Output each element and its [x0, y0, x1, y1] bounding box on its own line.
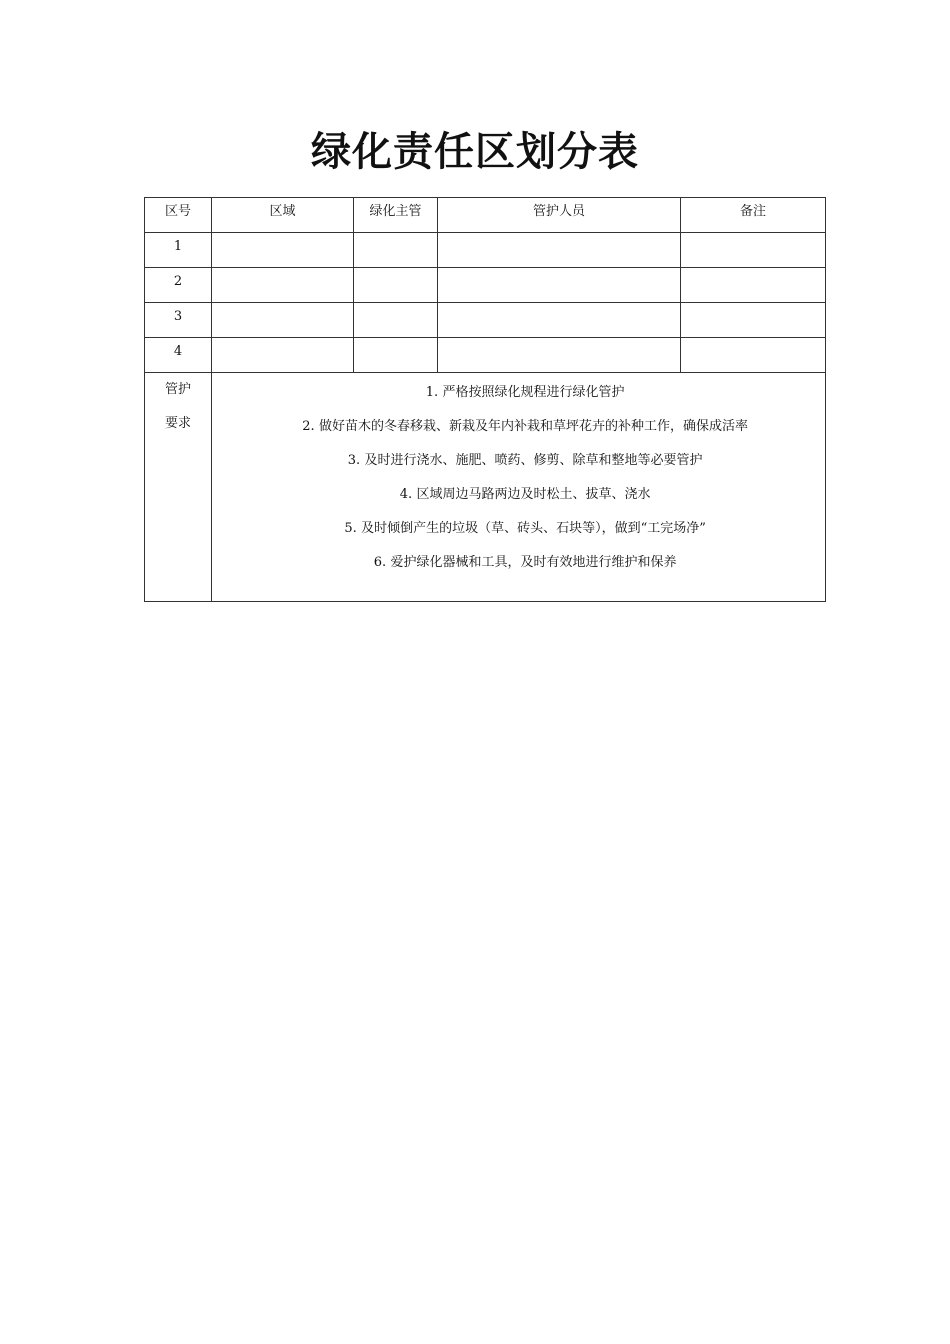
requirement-item [221, 410, 825, 444]
area-cell[interactable] [212, 338, 354, 373]
requirement-text: 及时倾倒产生的垃圾（草、砖头、石块等），做到“工完场净” [361, 521, 706, 536]
requirement-number: 5. [344, 521, 357, 536]
area-cell[interactable] [212, 303, 354, 338]
requirement-number: 1. [425, 385, 439, 400]
responsibility-table [144, 197, 826, 602]
requirement-item [221, 512, 825, 546]
table-row [145, 268, 826, 303]
area-cell[interactable] [212, 268, 354, 303]
requirements-list-cell [212, 373, 826, 602]
requirements-label [145, 373, 212, 602]
requirements-list [221, 376, 825, 580]
remarks-cell[interactable] [681, 303, 826, 338]
remarks-cell[interactable] [681, 233, 826, 268]
caretakers-cell[interactable] [438, 233, 681, 268]
requirement-number: 4. [399, 487, 413, 502]
requirement-number: 3. [347, 453, 361, 468]
requirement-text: 区域周边马路两边及时松土、拔草、浇水 [416, 487, 651, 502]
requirement-number: 2. [302, 419, 315, 434]
table-row [145, 303, 826, 338]
page-title: 绿化责任区划分表 [311, 128, 639, 175]
remarks-cell[interactable] [681, 268, 826, 303]
remarks-cell[interactable] [681, 338, 826, 373]
supervisor-cell[interactable] [354, 338, 438, 373]
header-row [145, 198, 826, 233]
caretakers-cell[interactable] [438, 338, 681, 373]
header-greening-supervisor: 绿化主管 [354, 198, 438, 233]
zone-number-cell: 2 [145, 268, 212, 303]
requirement-item [221, 546, 825, 580]
requirement-text: 严格按照绿化规程进行绿化管护 [442, 385, 625, 400]
zone-number-cell: 1 [145, 233, 212, 268]
header-zone-number: 区号 [145, 198, 212, 233]
requirement-item [221, 444, 825, 478]
requirement-text: 做好苗木的冬春移栽、新栽及年内补栽和草坪花卉的补种工作，确保成活率 [318, 419, 748, 434]
requirements-row [145, 373, 826, 602]
header-caretakers: 管护人员 [438, 198, 681, 233]
zone-number-cell: 4 [145, 338, 212, 373]
table-row [145, 338, 826, 373]
requirement-text: 爱护绿化器械和工具，及时有效地进行维护和保养 [390, 555, 677, 570]
header-remarks: 备注 [681, 198, 826, 233]
requirements-label-line2: 要求 [164, 416, 191, 431]
requirement-text: 及时进行浇水、施肥、喷药、修剪、除草和整地等必要管护 [364, 453, 703, 468]
requirement-number: 6. [373, 555, 387, 570]
caretakers-cell[interactable] [438, 303, 681, 338]
caretakers-cell[interactable] [438, 268, 681, 303]
zone-number-cell: 3 [145, 303, 212, 338]
header-area: 区域 [212, 198, 354, 233]
supervisor-cell[interactable] [354, 268, 438, 303]
requirement-item [221, 376, 825, 410]
requirements-label-line1: 管护 [164, 382, 191, 397]
supervisor-cell[interactable] [354, 233, 438, 268]
area-cell[interactable] [212, 233, 354, 268]
supervisor-cell[interactable] [354, 303, 438, 338]
table-row [145, 233, 826, 268]
requirement-item [221, 478, 825, 512]
